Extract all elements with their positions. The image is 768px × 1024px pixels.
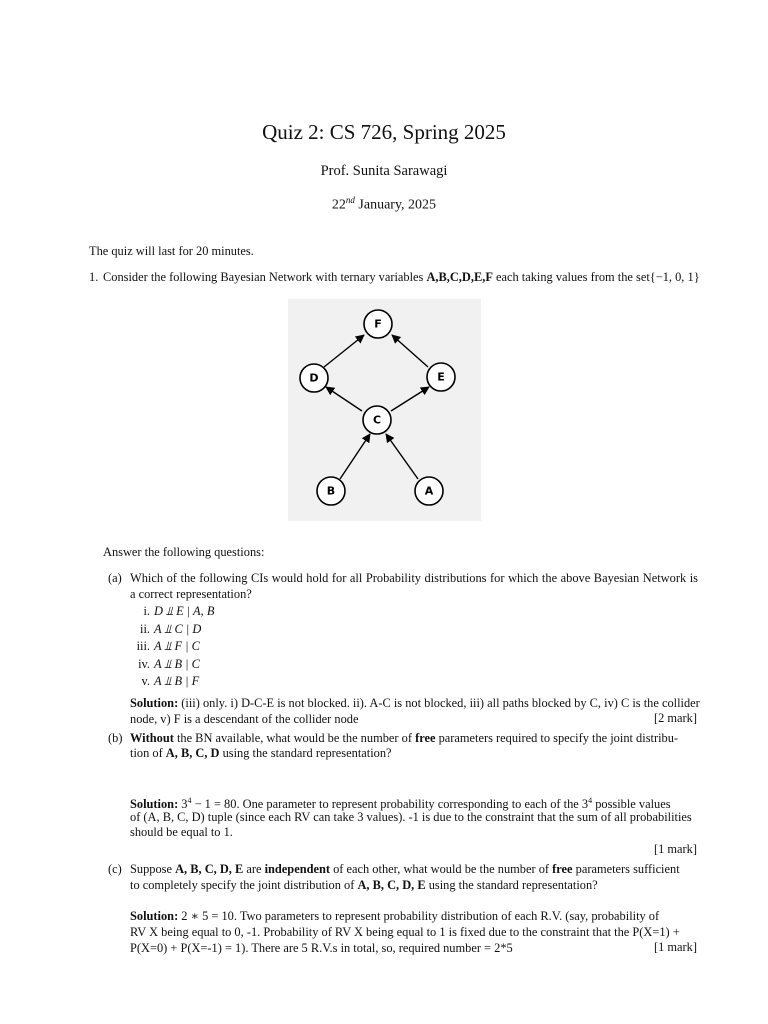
part-a-solution-line1 bbox=[130, 695, 700, 711]
part-a-solution-text: (iii) only. i) D-C-E is not blocked. ii). A-C is not blocked, iii) all paths blocked by C, iv) C is the collider bbox=[178, 696, 700, 710]
part-b-mark: [1 mark] bbox=[653, 842, 697, 856]
edge-e-f bbox=[392, 335, 428, 367]
node-c-label: C bbox=[372, 413, 382, 427]
ci-option-number: i. bbox=[143, 604, 150, 618]
node-a-label: A bbox=[424, 484, 434, 498]
part-c-vars: A, B, C, D, E bbox=[357, 878, 426, 892]
part-b-free: free bbox=[415, 731, 436, 745]
part-c-solution-line3: P(X=0) + P(X=-1) = 1). There are 5 R.V.s in total, so, required number = 2*5 bbox=[130, 941, 513, 955]
ci-options-list bbox=[130, 604, 214, 692]
answer-prompt: Answer the following questions: bbox=[103, 545, 265, 559]
part-b-solution-line3: should be equal to 1. bbox=[130, 825, 233, 839]
part-c-question-line2 bbox=[130, 877, 598, 893]
part-b-solution-text: possible values bbox=[592, 797, 671, 812]
question-1-text-post: each taking values from the set{−1, 0, 1} bbox=[492, 270, 700, 284]
part-b-label: (b) bbox=[108, 731, 123, 745]
part-c-text: are bbox=[243, 862, 265, 876]
part-b-text: using the standard representation? bbox=[219, 746, 392, 760]
part-b-exponent: 4 bbox=[588, 796, 593, 805]
part-b-vars: A, B, C, D bbox=[165, 746, 220, 760]
date-suffix: nd bbox=[345, 195, 355, 205]
part-a-mark: [2 mark] bbox=[653, 711, 697, 725]
node-e-label: E bbox=[437, 370, 445, 384]
part-c-independent: independent bbox=[264, 862, 330, 876]
ci-option-text: A ⫫ F | C bbox=[154, 639, 200, 653]
part-c-text: using the standard representation? bbox=[425, 878, 598, 892]
part-b-question-line2 bbox=[130, 745, 392, 761]
part-b-text: the BN available, what would be the number of bbox=[173, 731, 416, 745]
ci-option-text: A ⫫ B | F bbox=[154, 674, 200, 688]
bayesian-network-svg bbox=[288, 299, 481, 521]
part-a-label: (a) bbox=[108, 571, 122, 585]
intro-text: The quiz will last for 20 minutes. bbox=[89, 244, 254, 258]
part-a-solution-label: Solution: bbox=[130, 696, 179, 710]
node-d-label: D bbox=[309, 371, 319, 385]
question-1-number: 1. bbox=[89, 270, 99, 284]
ci-option bbox=[130, 639, 214, 657]
part-c-mark: [1 mark] bbox=[653, 940, 697, 954]
ci-option-text: A ⫫ B | C bbox=[154, 656, 200, 671]
edge-c-d bbox=[326, 387, 362, 411]
edge-b-c bbox=[340, 434, 370, 479]
part-c-label: (c) bbox=[108, 862, 122, 876]
question-1-text-pre: Consider the following Bayesian Network with ternary variables bbox=[103, 270, 427, 284]
part-b-exponent: 4 bbox=[187, 796, 192, 805]
edge-d-f bbox=[324, 335, 364, 367]
ci-option bbox=[130, 657, 214, 675]
part-b-text: tion of bbox=[130, 746, 166, 760]
part-c-text: of each other, what would be the number of bbox=[330, 862, 553, 876]
part-b-without: Without bbox=[130, 731, 174, 745]
node-f-label: F bbox=[374, 317, 382, 331]
part-c-solution-label: Solution: bbox=[130, 909, 179, 923]
ci-option-text: D ⫫ E | A, B bbox=[154, 604, 215, 618]
part-b-solution-label: Solution: bbox=[130, 797, 179, 812]
page-title: Quiz 2: CS 726, Spring 2025 bbox=[262, 120, 506, 144]
part-c-vars: A, B, C, D, E bbox=[175, 862, 244, 876]
part-c-question-line1 bbox=[130, 861, 680, 877]
part-b-solution-text: − 1 = 80. One parameter to represent probability corresponding to each of the 3 bbox=[191, 797, 589, 812]
ci-option-number: ii. bbox=[140, 621, 150, 636]
ci-option-number: iv. bbox=[138, 656, 150, 671]
ci-option bbox=[130, 622, 214, 640]
question-1-vars: A,B,C,D,E,F bbox=[426, 270, 493, 284]
part-c-text: parameters sufficient bbox=[572, 862, 680, 876]
quiz-date bbox=[0, 195, 768, 214]
edge-a-c bbox=[386, 434, 418, 479]
date-day: 22 bbox=[331, 197, 346, 213]
bayesian-network-diagram bbox=[288, 299, 481, 521]
author-name: Prof. Sunita Sarawagi bbox=[320, 163, 448, 179]
ci-option-text: A ⫫ C | D bbox=[154, 621, 202, 636]
date-month-year: January, 2025 bbox=[354, 197, 437, 213]
part-b-question-line1 bbox=[130, 730, 678, 746]
part-b-text: parameters required to specify the joint distribu- bbox=[435, 731, 679, 745]
part-b-solution-line2: of (A, B, C, D) tuple (since each RV can take 3 values). -1 is due to the constraint that the sum of all probabilities bbox=[130, 810, 692, 824]
part-a-solution-line2: node, v) F is a descendant of the collider node bbox=[130, 712, 359, 726]
edge-c-e bbox=[391, 387, 429, 411]
node-b-label: B bbox=[326, 484, 336, 498]
part-c-solution-line1 bbox=[130, 908, 659, 924]
part-b-solution-text: 3 bbox=[178, 797, 188, 812]
ci-option-number: iii. bbox=[136, 639, 150, 653]
question-1-text bbox=[103, 269, 700, 285]
part-c-free: free bbox=[552, 862, 573, 876]
part-c-text: Suppose bbox=[130, 862, 176, 876]
part-c-text: to completely specify the joint distribution of bbox=[130, 878, 358, 892]
ci-option bbox=[130, 604, 214, 622]
ci-option bbox=[130, 674, 214, 692]
ci-option-number: v. bbox=[141, 674, 150, 688]
part-c-solution-line2: RV X being equal to 0, -1. Probability of RV X being equal to 1 is fixed due to the constraint that the P(X=1) + bbox=[130, 925, 680, 939]
part-a-question: Which of the following CIs would hold for all Probability distributions for which the above Bayesian Network is a correct representation? bbox=[130, 571, 698, 601]
part-c-solution-text: 2 ∗ 5 = 10. Two parameters to represent probability distribution of each R.V. (say, probability of bbox=[178, 909, 660, 923]
